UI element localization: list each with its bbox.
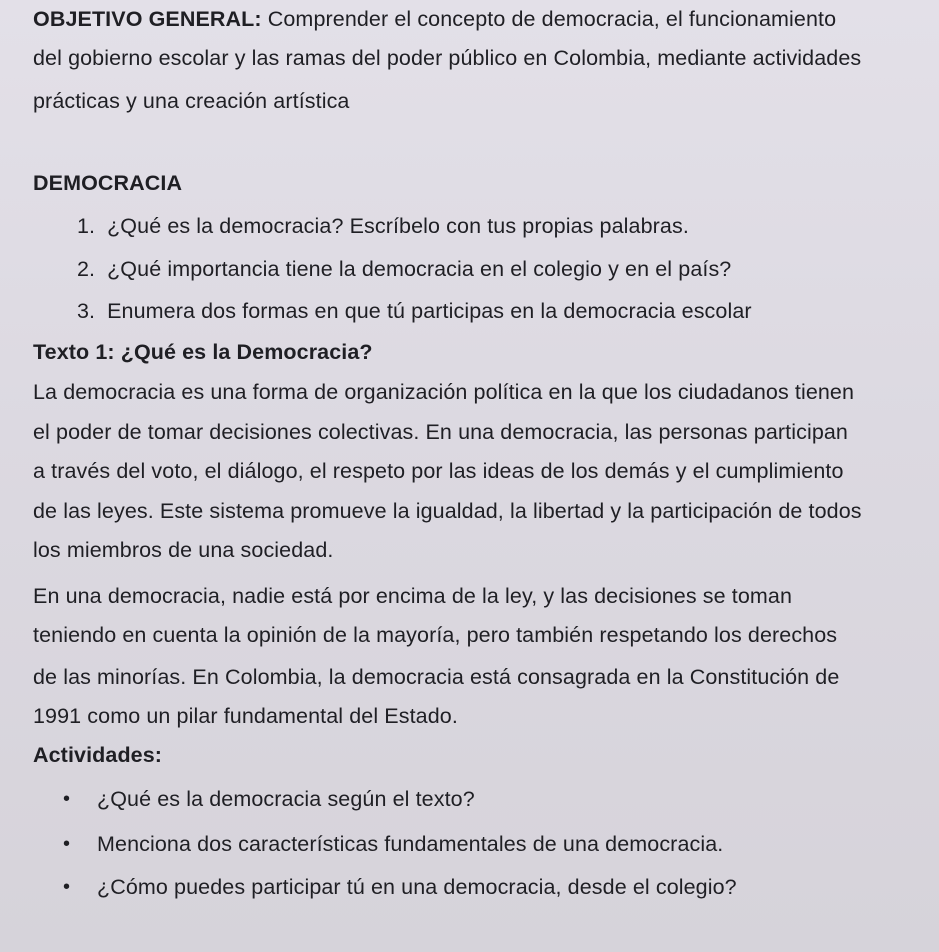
question-number: 1. bbox=[77, 214, 96, 238]
section-title: DEMOCRACIA bbox=[33, 171, 183, 195]
objective-label: OBJETIVO GENERAL: bbox=[33, 7, 262, 31]
question-3 bbox=[77, 297, 752, 325]
objective-line-1 bbox=[33, 5, 921, 33]
text1-p2-line-3: de las minorías. En Colombia, la democracia está consagrada en la Constitución de bbox=[33, 665, 840, 689]
question-number: 3. bbox=[77, 299, 96, 323]
text1-p1-line-3: a través del voto, el diálogo, el respeto por las ideas de los demás y el cumplimiento bbox=[33, 459, 844, 483]
question-text: ¿Qué importancia tiene la democracia en el colegio y en el país? bbox=[107, 257, 732, 281]
question-number: 2. bbox=[77, 257, 96, 281]
activity-item-2: Menciona dos características fundamentales de una democracia. bbox=[97, 832, 724, 856]
text1-p1-line-5: los miembros de una sociedad. bbox=[33, 538, 334, 562]
question-1 bbox=[77, 212, 689, 240]
text1-p1-line-2: el poder de tomar decisiones colectivas. En una democracia, las personas participan bbox=[33, 420, 848, 444]
bullet-icon: • bbox=[63, 788, 71, 810]
question-text: ¿Qué es la democracia? Escríbelo con tus propias palabras. bbox=[107, 214, 689, 238]
text1-p1-line-1: La democracia es una forma de organización política en la que los ciudadanos tienen bbox=[33, 380, 855, 404]
bullet-icon: • bbox=[63, 876, 71, 898]
objective-line-3: prácticas y una creación artística bbox=[33, 89, 350, 113]
objective-line-2: del gobierno escolar y las ramas del poder público en Colombia, mediante actividades bbox=[33, 46, 862, 70]
activity-item-3: ¿Cómo puedes participar tú en una democracia, desde el colegio? bbox=[97, 875, 737, 899]
text1-p2-line-4: 1991 como un pilar fundamental del Estado. bbox=[33, 704, 458, 728]
text1-p2-line-1: En una democracia, nadie está por encima de la ley, y las decisiones se toman bbox=[33, 584, 793, 608]
text1-p1-line-4: de las leyes. Este sistema promueve la igualdad, la libertad y la participación de todos bbox=[33, 499, 862, 523]
activities-title: Actividades: bbox=[33, 743, 163, 767]
question-2 bbox=[77, 255, 731, 283]
text1-title: Texto 1: ¿Qué es la Democracia? bbox=[33, 340, 373, 364]
activity-item-1: ¿Qué es la democracia según el texto? bbox=[97, 787, 475, 811]
objective-text-1: Comprender el concepto de democracia, el funcionamiento bbox=[267, 7, 837, 31]
text1-p2-line-2: teniendo en cuenta la opinión de la mayoría, pero también respetando los derechos bbox=[33, 623, 838, 647]
bullet-icon: • bbox=[63, 833, 71, 855]
question-text: Enumera dos formas en que tú participas en la democracia escolar bbox=[107, 299, 752, 323]
